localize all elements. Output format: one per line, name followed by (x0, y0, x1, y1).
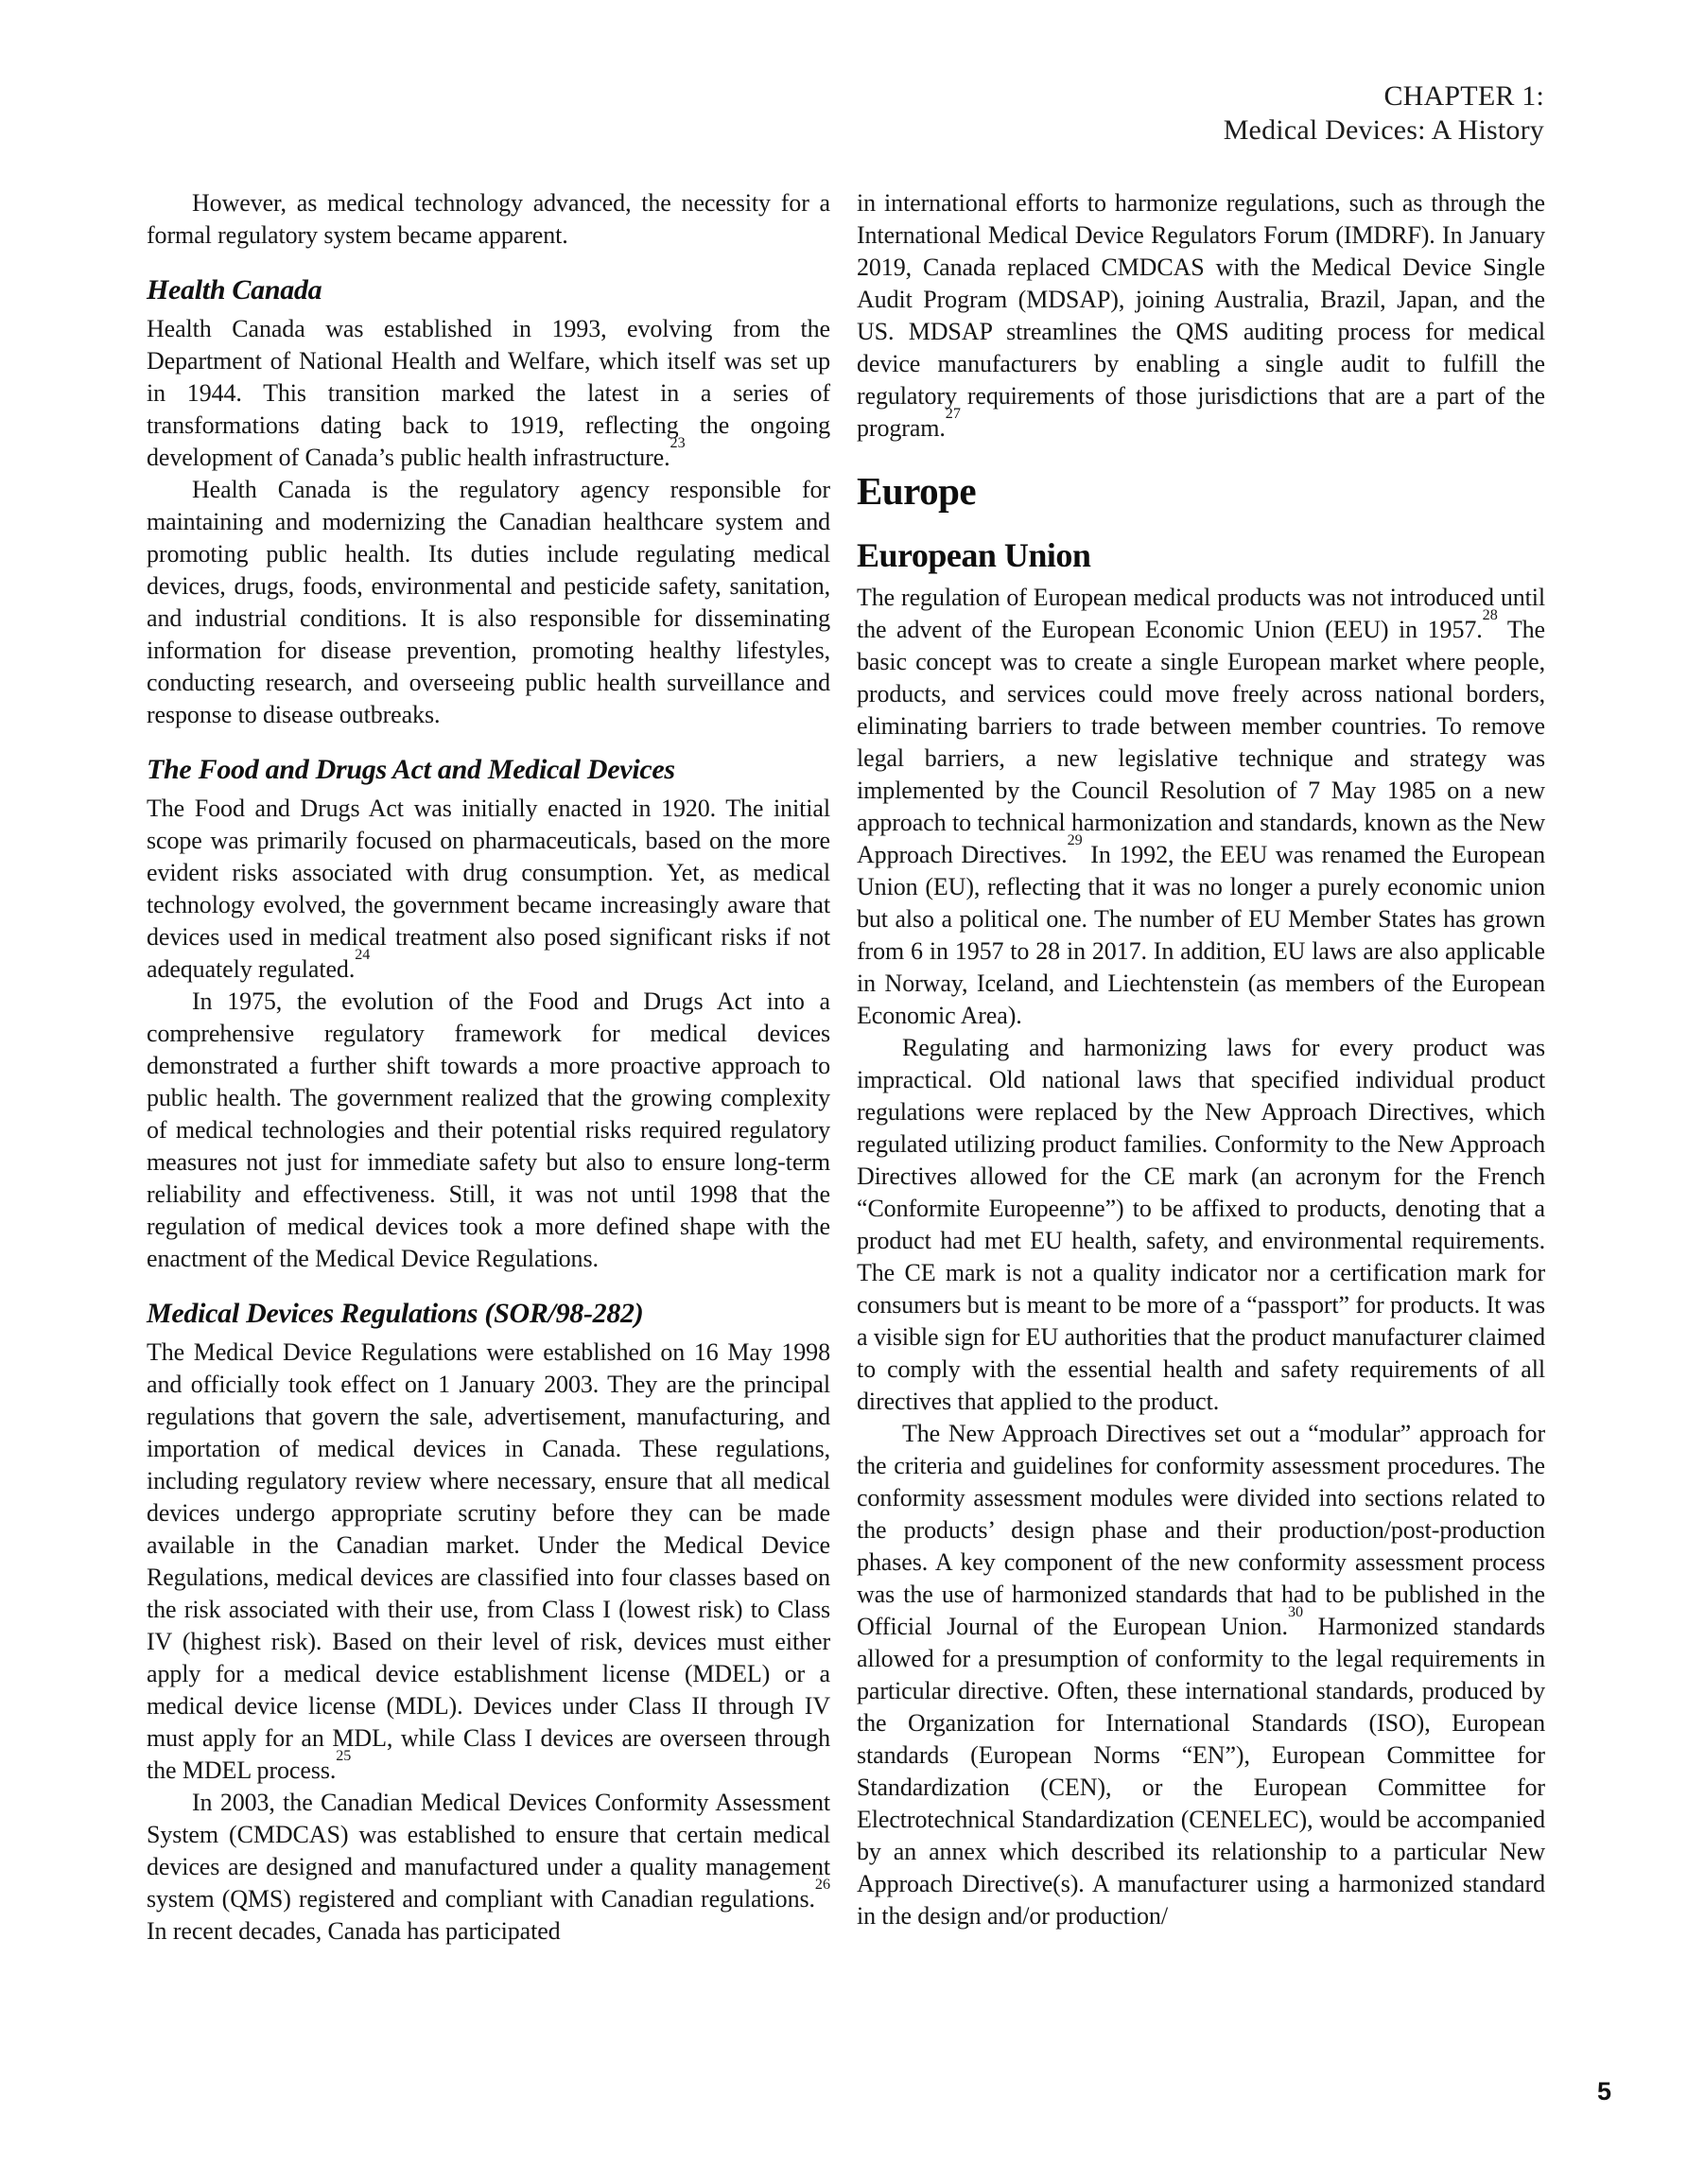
subsection-heading: Medical Devices Regulations (SOR/98-282) (147, 1298, 644, 1329)
footnote-reference: 26 (814, 1877, 830, 1894)
footnote-reference: 24 (355, 947, 371, 964)
paragraph: Regulating and harmonizing laws for every product was impractical. Old national laws that specified individual product regulations were replaced by the New Approach Directives, which regulated utilizing product families. Conformity to the New Approach Directives allowed for the CE mark (an acronym for the French “Conformite Europeenne”) to be affixed to products, denoting that a product had met EU health, safety, and environmental requirements. The CE mark is not a quality indicator nor a certification mark for consumers but is meant to be more of a “passport” for products. It was a visible sign for EU authorities that the product manufacturer claimed to comply with the essential health and safety requirements of all directives that applied to the product. (857, 1034, 1545, 1415)
paragraph: However, as medical technology advanced, the necessity for a formal regulatory system became apparent. (147, 189, 830, 249)
paragraph: The Food and Drugs Act was initially enacted in 1920. The initial scope was primarily focused on pharmaceuticals, based on the more evident risks associated with drug consumption. Yet, as medical technology evolved, the government became increasingly aware that devices used in medical treatment also posed significant risks if not adequately regulated.$^{24}$ (147, 795, 830, 983)
section-heading: Europe (857, 469, 977, 513)
footnote-reference: 29 (1067, 832, 1083, 849)
page-number: 5 (1596, 2077, 1611, 2105)
chapter-label: CHAPTER 1: (1383, 80, 1544, 112)
paragraph: Health Canada was established in 1993, evolving from the Department of National Health and Welfare, which itself was set up in 1944. This transition marked the latest in a series of transformations dating back to 1919, reflecting the ongoing development of Canada’s public health infrastructure.$^{23}$ (147, 315, 830, 471)
chapter-title: Medical Devices: A History (1223, 114, 1544, 146)
paragraph: The regulation of European medical products was not introduced until the advent of the European Economic Union (EEU) in 1957.28 The basic concept was to create a single European market where people, products, and services could move freely across national borders, eliminating barriers to trade between member countries. To remove legal barriers, a new legislative technique and strategy was implemented by the Council Resolution of 7 May 1985 on a new approach to technical harmonization and standards, known as the New Approach Directives.$^{29}$ In 1992, the EEU was renamed the European Union (EU), reflecting that it was no longer a purely economic union but also a political one. The number of EU Member States has grown from 6 in 1957 to 28 in 2017. In addition, EU laws are also applicable in Norway, Iceland, and Liechtenstein (as members of the European Economic Area). (857, 584, 1546, 1029)
footnote-reference: 28 (1482, 607, 1498, 624)
paragraph: The Medical Device Regulations were established on 16 May 1998 and officially took effect on 1 January 2003. They are the principal regulations that govern the sale, advertisement, manufacturing, and importation of medical devices in Canada. These regulations, including regulatory review where necessary, ensure that all medical devices undergo appropriate scrutiny before they can be made available in the Canadian market. Under the Medical Device Regulations, medical devices are classified into four classes based on the risk associated with their use, from Class I (lowest risk) to Class IV (highest risk). Based on their level of risk, devices must either apply for a medical device establishment license (MDEL) or a medical device license (MDL). Devices under Class II through IV must apply for an MDL, while Class I devices are overseen through the MDEL process.$^{25}$ (147, 1338, 830, 1784)
paragraph: In 1975, the evolution of the Food and Drugs Act into a comprehensive regulatory framework for medical devices demonstrated a further shift towards a more proactive approach to public health. The government realized that the growing complexity of medical technologies and their potential risks required regulatory measures not just for immediate safety but also to ensure long-term reliability and effectiveness. Still, it was not until 1998 that the regulation of medical devices took a more defined shape with the enactment of the Medical Device Regulations. (147, 987, 830, 1272)
paragraph: Health Canada is the regulatory agency responsible for maintaining and modernizing the Canadian healthcare system and promoting public health. Its duties include regulating medical devices, drugs, foods, environmental and pesticide safety, sanitation, and industrial conditions. It is also responsible for disseminating information for disease prevention, promoting healthy lifestyles, conducting research, and overseeing public health surveillance and response to disease outbreaks. (147, 476, 830, 728)
subsection-heading: Health Canada (147, 274, 322, 306)
footnote-reference: 23 (670, 435, 686, 452)
subsection-heading: The Food and Drugs Act and Medical Devices (147, 754, 675, 785)
paragraph: in international efforts to harmonize regulations, such as through the International Medical Device Regulators Forum (IMDRF). In January 2019, Canada replaced CMDCAS with the Medical Device Single Audit Program (MDSAP), joining Australia, Brazil, Japan, and the US. MDSAP streamlines the QMS auditing process for medical device manufacturers by enabling a single audit to fulfill the regulatory requirements of those jurisdictions that are a part of the program.$^{27}$ (857, 189, 1545, 442)
running-header (1224, 79, 1544, 148)
section-heading: European Union (857, 536, 1091, 574)
footnote-reference: 25 (336, 1748, 352, 1765)
paragraph: The New Approach Directives set out a “modular” approach for the criteria and guidelines for conformity assessment procedures. The conformity assessment modules were divided into sections related to the products’ design phase and their production/post-production phases. A key component of the new conformity assessment process was the use of harmonized standards that had to be published in the Official Journal of the European Union.$^{30}$ Harmonized standards allowed for a presumption of conformity to the legal requirements in particular directive. Often, these international standards, produced by the Organization for International Standards (ISO), European standards (European Norms “EN”), European Committee for Standardization (CEN), or the European Committee for Electrotechnical Standardization (CENELEC), would be accompanied by an annex which described its relationship to a particular New Approach Directive(s). A manufacturer using a harmonized standard in the design and/or production/ (857, 1420, 1545, 1930)
text-column-right (857, 187, 1545, 1932)
footnote-reference: 30 (1287, 1604, 1304, 1621)
text-column-left (147, 187, 830, 1948)
footnote-reference: 27 (945, 406, 961, 423)
paragraph: In 2003, the Canadian Medical Devices Conformity Assessment System (CMDCAS) was established to ensure that certain medical devices are designed and manufactured under a quality management system (QMS) registered and compliant with Canadian regulations.$^{26}$ In recent decades, Canada has participated (147, 1789, 830, 1945)
